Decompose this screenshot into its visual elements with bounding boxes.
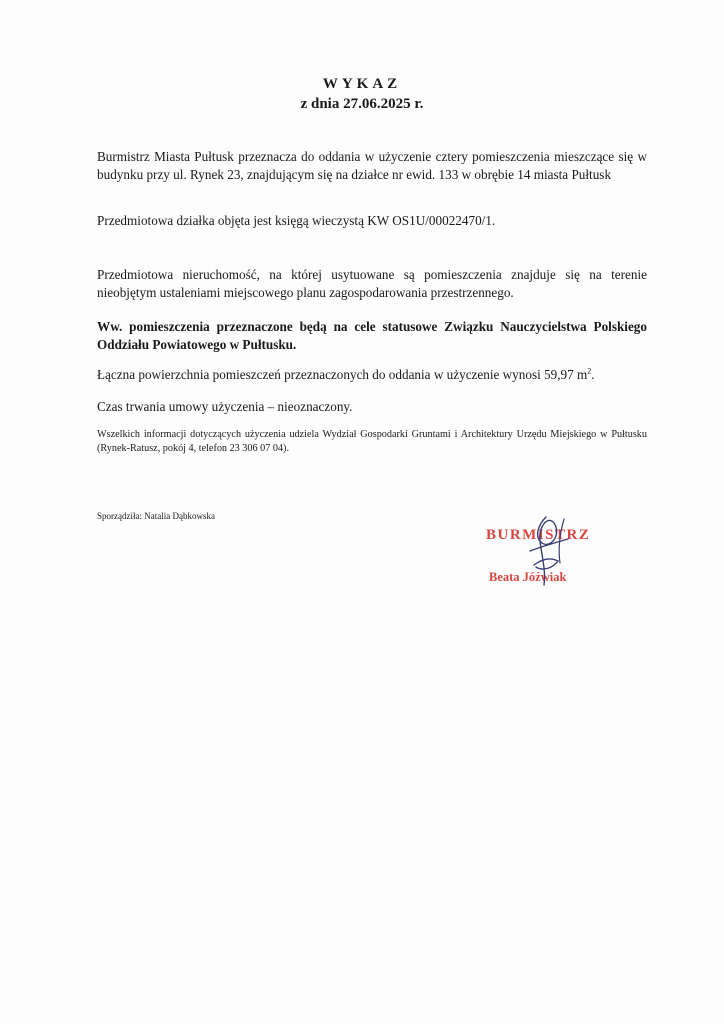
intro-paragraph: Burmistrz Miasta Pułtusk przeznacza do oddania w użyczenie cztery pomieszczenia mieszczące się w budynku przy ul. Rynek 23, znajdującym się na działce nr ewid. 133 w obrębie 14 miasta Pułtusk	[97, 149, 647, 182]
area-superscript: 2	[587, 366, 592, 376]
area-end: .	[591, 367, 595, 382]
zoning-paragraph: Przedmiotowa nieruchomość, na której usytuowane są pomieszczenia znajduje się na terenie nieobjętym ustaleniami miejscowego planu zagospodarowania przestrzennego.	[97, 267, 647, 300]
purpose-paragraph: Ww. pomieszczenia przeznaczone będą na cele statusowe Związku Nauczycielstwa Polskiego Oddziału Powiatowego w Pułtusku.	[97, 319, 647, 352]
area-paragraph	[97, 366, 647, 384]
stamp-name: Beata Jóźwiak	[489, 570, 567, 584]
land-register-paragraph: Przedmiotowa działka objęta jest księgą wieczystą KW OS1U/00022470/1.	[97, 213, 496, 228]
duration-paragraph: Czas trwania umowy użyczenia – nieoznaczony.	[97, 399, 353, 414]
info-paragraph: Wszelkich informacji dotyczących użyczenia udziela Wydział Gospodarki Gruntami i Architektury Urzędu Miejskiego w Pułtusku (Rynek-Ratusz, pokój 4, telefon 23 306 07 04).	[97, 429, 647, 454]
document-date: z dnia 27.06.2025 r.	[300, 96, 424, 112]
handwritten-signature	[468, 513, 608, 593]
stamp-title: BURMISTRZ	[486, 527, 591, 543]
area-text: Łączna powierzchnia pomieszczeń przeznaczonych do oddania w użyczenie wynosi 59,97 m	[97, 367, 588, 382]
mayor-stamp	[468, 513, 608, 593]
document-title: WYKAZ	[322, 76, 402, 92]
prepared-by: Sporządziła: Natalia Dąbkowska	[97, 511, 215, 521]
